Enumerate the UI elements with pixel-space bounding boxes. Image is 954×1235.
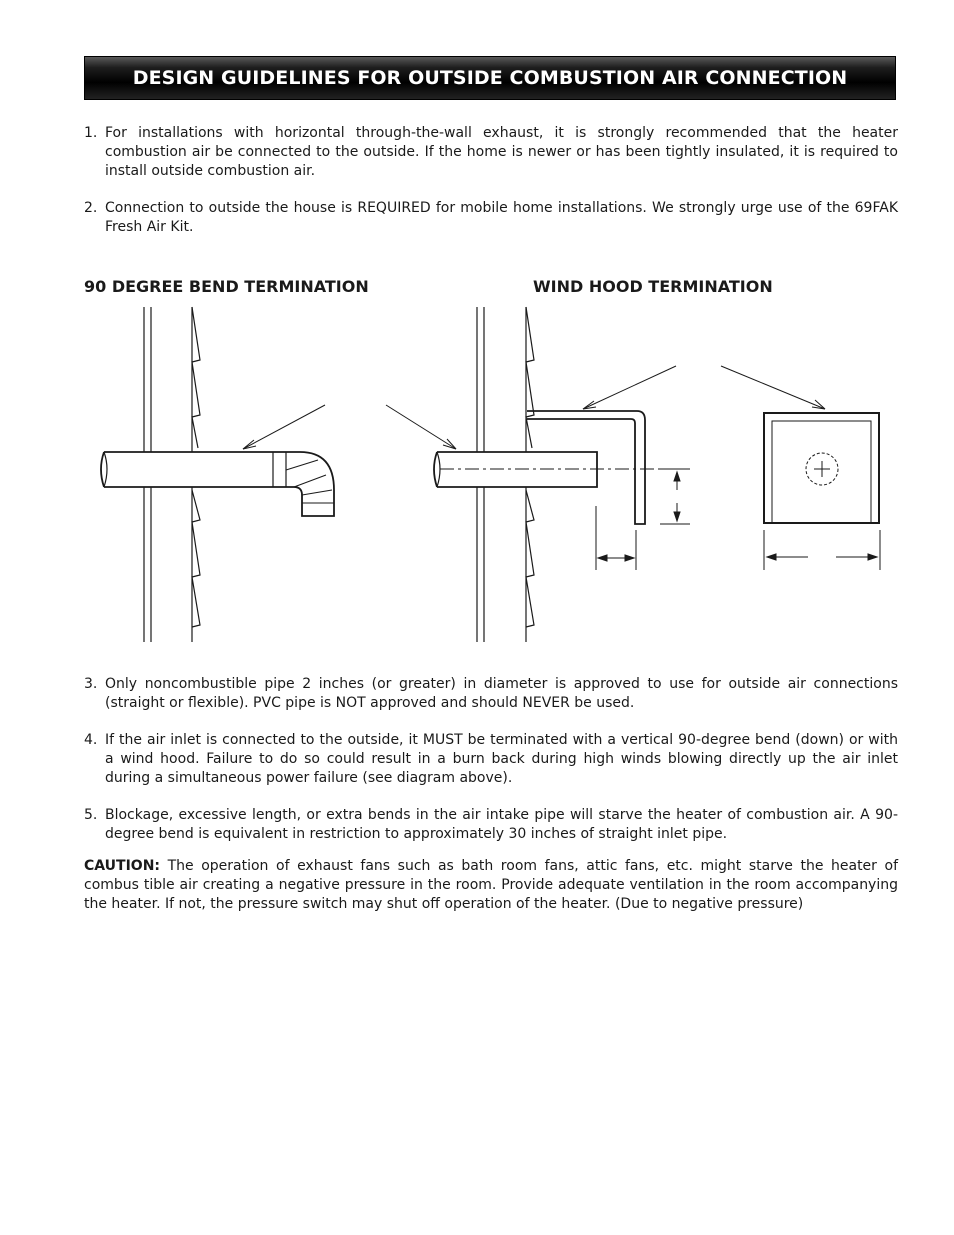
list-text: Only noncombustible pipe 2 inches (or greater) in diameter is approved to use for outside air connections (straight or flexible). PVC pipe is NOT approved and should NEVER be used. (105, 676, 898, 711)
right-leader-arrows (583, 366, 825, 409)
list-text: Connection to outside the house is REQUIRED for mobile home installations. We strongly urge use of the 69FAK Fresh Air Kit. (105, 200, 898, 235)
caution-paragraph (84, 857, 898, 914)
wind-hood-pipe (434, 411, 645, 524)
list-number: 1. (84, 125, 98, 141)
ninety-degree-pipe (101, 452, 334, 516)
list-number: 4. (84, 732, 98, 748)
vertical-dimension (660, 469, 690, 524)
list-text: Blockage, excessive length, or extra bends in the air intake pipe will starve the heater of combustion air. A 90-degree bend is equivalent in restriction to approximately 30 inches of straight inlet pipe. (105, 807, 898, 842)
list-item-4 (84, 731, 898, 788)
caution-label: CAUTION: (84, 858, 161, 874)
left-diagram-heading: 90 DEGREE BEND TERMINATION (84, 277, 369, 296)
list-item-5 (84, 806, 898, 844)
hood-front-view (764, 413, 880, 570)
list-number: 5. (84, 807, 98, 823)
left-wall (144, 307, 200, 642)
right-diagram-heading: WIND HOOD TERMINATION (533, 277, 773, 296)
page-title: DESIGN GUIDELINES FOR OUTSIDE COMBUSTION AIR CONNECTION (132, 67, 848, 89)
list-text: If the air inlet is connected to the outside, it MUST be terminated with a vertical 90-degree bend (down) or with a wind hood. Failure to do so could result in a burn back during high winds blowing directly up the air inlet during a simultaneous power failure (see diagram above). (105, 732, 898, 786)
left-leader-arrows (243, 405, 456, 449)
hood-width-dimension (596, 506, 636, 570)
list-item-3 (84, 675, 898, 713)
caution-text: The operation of exhaust fans such as bath room fans, attic fans, etc. might starve the heater of combus tible air creating a negative pressure in the room. Provide adequate ventilation in the room accompanying the heater. If not, the pressure switch may shut off operation of the heater. (Due to negative pressure) (84, 858, 898, 912)
right-wall (477, 307, 534, 642)
list-text: For installations with horizontal through-the-wall exhaust, it is strongly recommended that the heater combustion air be connected to the outside. If the home is newer or has been tightly insulated, it is required to install outside combustion air. (105, 125, 898, 179)
list-number: 2. (84, 200, 98, 216)
list-number: 3. (84, 676, 98, 692)
